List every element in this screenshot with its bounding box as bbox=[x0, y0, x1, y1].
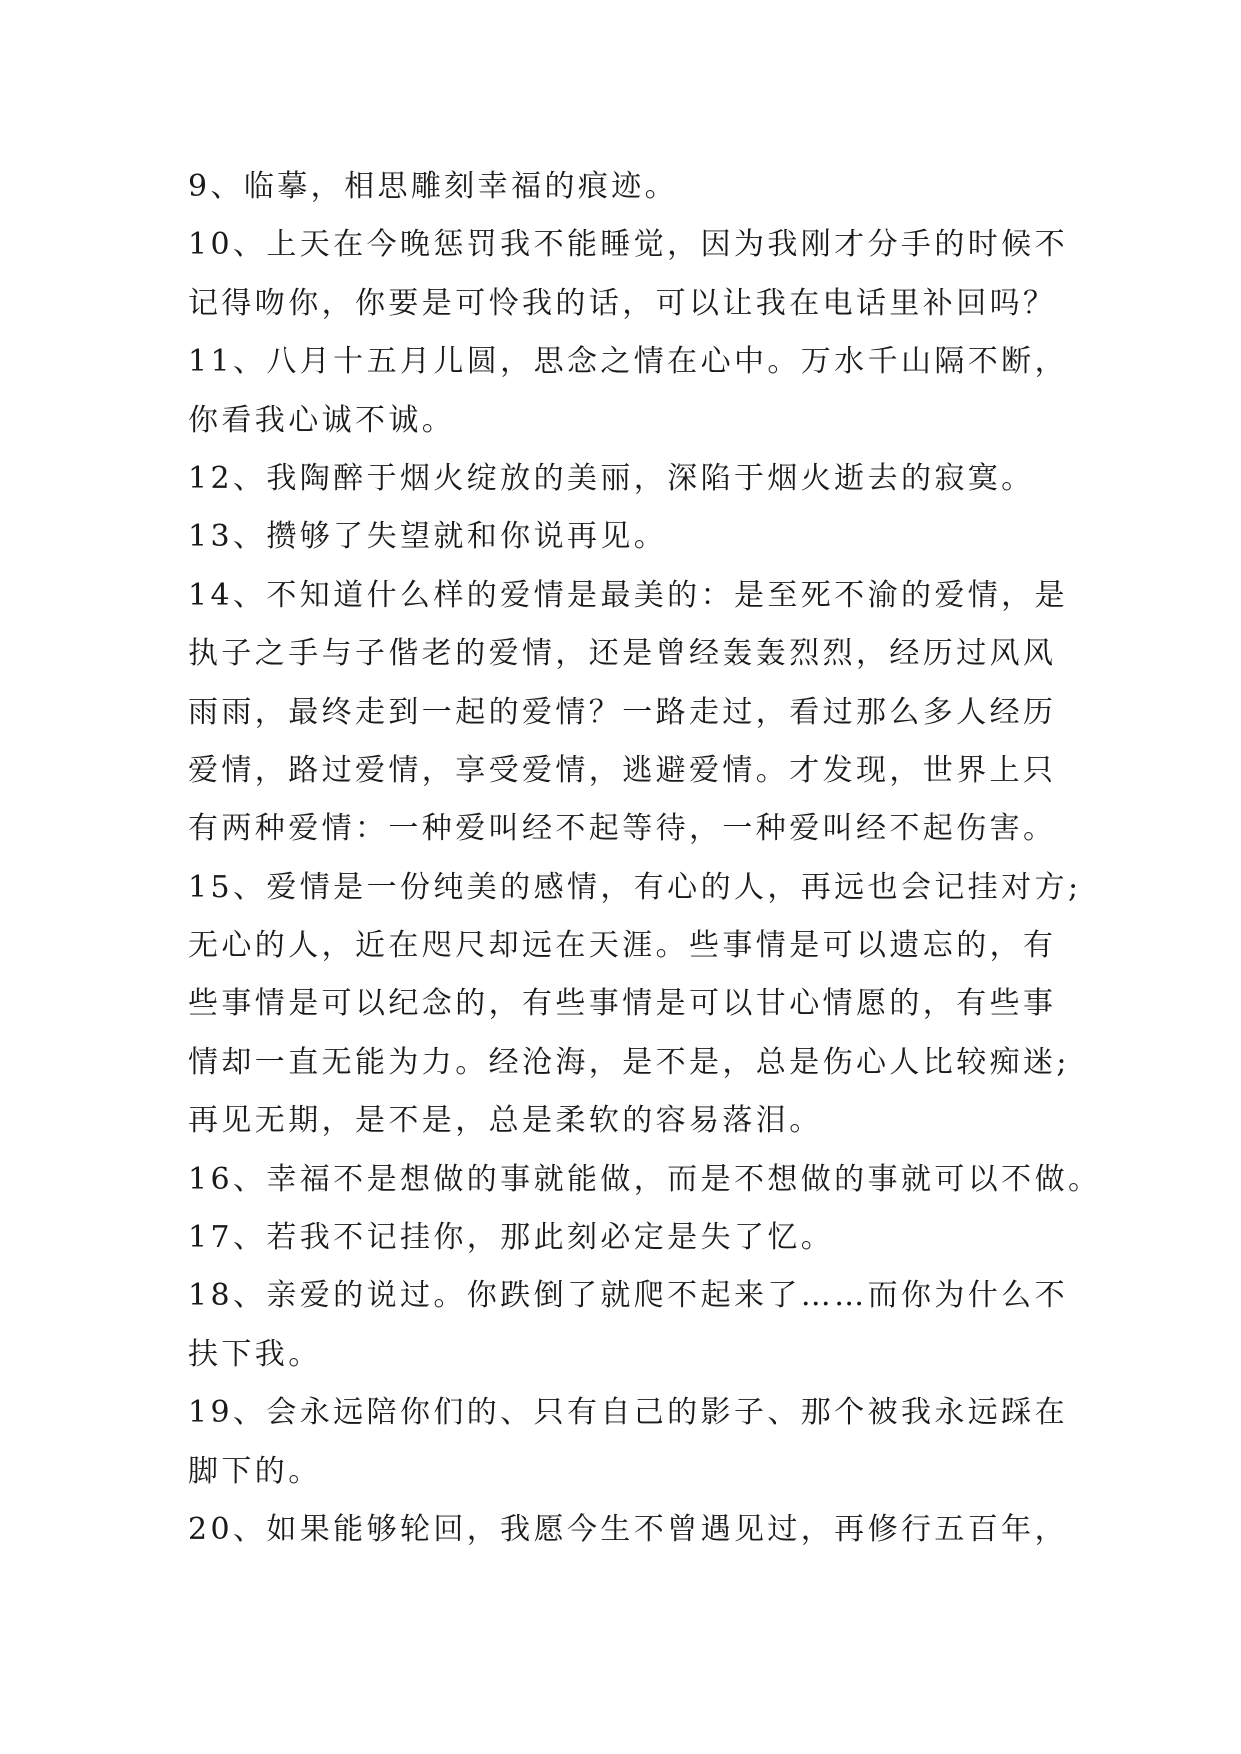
text-line: 爱情，路过爱情，享受爱情，逃避爱情。才发现，世界上只 bbox=[188, 752, 1057, 788]
text-line: 14、不知道什么样的爱情是最美的：是至死不渝的爱情，是 bbox=[188, 577, 1068, 613]
text-line: 情却一直无能为力。经沧海，是不是，总是伤心人比较痴迷; bbox=[188, 1044, 1070, 1080]
text-line: 13、攒够了失望就和你说再见。 bbox=[188, 519, 668, 555]
text-line: 无心的人，近在咫尺却远在天涯。些事情是可以遗忘的，有 bbox=[188, 928, 1057, 964]
text-line: 扶下我。 bbox=[188, 1336, 322, 1372]
text-line: 20、如果能够轮回，我愿今生不曾遇见过，再修行五百年， bbox=[188, 1511, 1068, 1547]
text-line: 记得吻你，你要是可怜我的话，可以让我在电话里补回吗？ bbox=[188, 285, 1057, 321]
text-line: 16、幸福不是想做的事就能做，而是不想做的事就可以不做。 bbox=[188, 1161, 1102, 1197]
text-line: 脚下的。 bbox=[188, 1453, 322, 1489]
text-line: 18、亲爱的说过。你跌倒了就爬不起来了……而你为什么不 bbox=[188, 1278, 1068, 1314]
text-line: 9、临摹，相思雕刻幸福的痕迹。 bbox=[188, 169, 679, 204]
text-line: 17、若我不记挂你，那此刻必定是失了忆。 bbox=[188, 1220, 835, 1256]
text-line: 你看我心诚不诚。 bbox=[188, 402, 456, 438]
text-line: 有两种爱情：一种爱叫经不起等待，一种爱叫经不起伤害。 bbox=[188, 811, 1057, 847]
text-line: 执子之手与子偕老的爱情，还是曾经轰轰烈烈，经历过风风 bbox=[188, 636, 1057, 672]
text-line: 19、会永远陪你们的、只有自己的影子、那个被我永远踩在 bbox=[188, 1395, 1068, 1431]
text-line: 12、我陶醉于烟火绽放的美丽，深陷于烟火逝去的寂寞。 bbox=[188, 460, 1035, 496]
text-line: 15、爱情是一份纯美的感情，有心的人，再远也会记挂对方; bbox=[188, 869, 1082, 905]
text-line: 11、八月十五月儿圆，思念之情在心中。万水千山隔不断， bbox=[188, 344, 1068, 380]
document-body bbox=[188, 158, 1102, 1559]
text-line: 些事情是可以纪念的，有些事情是可以甘心情愿的，有些事 bbox=[188, 986, 1057, 1022]
text-line: 10、上天在今晚惩罚我不能睡觉，因为我刚才分手的时候不 bbox=[188, 227, 1068, 263]
text-line: 雨雨，最终走到一起的爱情？一路走过，看过那么多人经历 bbox=[188, 694, 1057, 730]
text-line: 再见无期，是不是，总是柔软的容易落泪。 bbox=[188, 1103, 823, 1139]
